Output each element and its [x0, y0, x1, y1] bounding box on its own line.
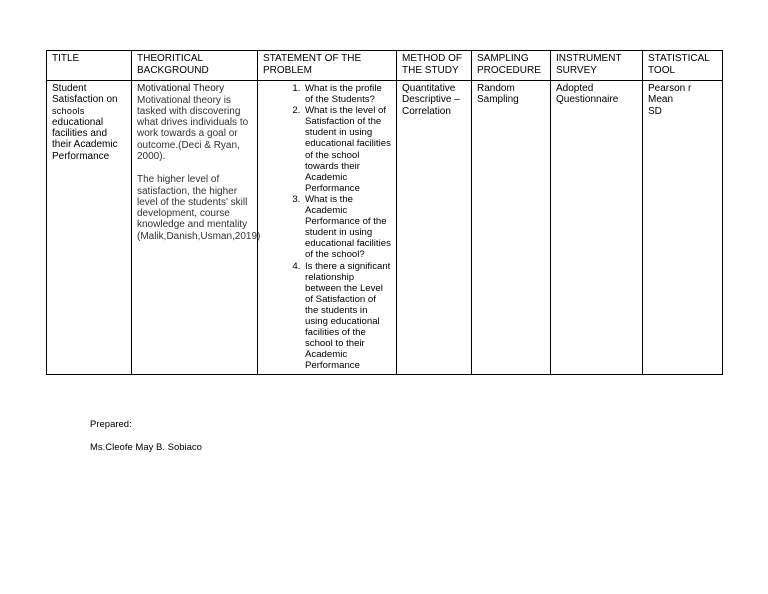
header-statement-of-problem: STATEMENT OF THE PROBLEM — [258, 51, 397, 81]
tool-item: Pearson r — [648, 83, 692, 94]
prepared-label: Prepared: — [90, 419, 132, 430]
tool-item: SD — [648, 105, 662, 117]
preparer-name: Ms.Cleofe May B. Sobiaco — [90, 442, 202, 453]
background-heading: Motivational Theory — [137, 83, 225, 94]
content-row — [47, 81, 723, 375]
header-row — [47, 51, 723, 81]
cell-method-of-study: Quantitative Descriptive – Correlation — [397, 81, 472, 375]
cell-title — [47, 81, 132, 375]
tool-item: Mean — [648, 94, 674, 106]
background-paragraph-2: The higher level of satisfaction, the higher level of the students' skill development, course knowledge and mentality (Malik,Danish,Usman,2019) — [137, 174, 261, 242]
title-text-part2: schools — [52, 105, 85, 116]
research-framework-table — [46, 50, 723, 375]
problem-item: 2. What is the level of Satisfaction of the student in using educational facilities of the school towards their Academic Performance — [303, 105, 391, 194]
problem-list — [263, 83, 391, 371]
cell-theoretical-background — [132, 81, 261, 375]
cell-statistical-tool — [643, 81, 723, 375]
problem-item: 3. What is the Academic Performance of the student in using educational facilities of the school? — [303, 194, 391, 261]
title-text-part1: Student Satisfaction on — [52, 83, 118, 106]
header-theoretical-background: THEORITICAL BACKGROUND — [132, 51, 258, 81]
cell-sampling-procedure: Random Sampling — [472, 81, 551, 375]
header-instrument-survey: INSTRUMENT SURVEY — [551, 51, 643, 81]
header-title: TITLE — [47, 51, 132, 81]
cell-statement-of-problem — [258, 81, 397, 375]
header-statistical-tool: STATISTICAL TOOL — [643, 51, 723, 81]
header-method-of-study: METHOD OF THE STUDY — [397, 51, 472, 81]
problem-item: 1. What is the profile of the Students? — [303, 83, 391, 105]
background-paragraph-1: Motivational theory is tasked with discovering what drives individuals to work towards a goal or outcome.(Deci & Ryan, 2000). — [137, 94, 249, 162]
header-sampling-procedure: SAMPLING PROCEDURE — [472, 51, 551, 81]
cell-instrument-survey: Adopted Questionnaire — [551, 81, 643, 375]
problem-item: 4. Is there a significant relationship between the Level of Satisfaction of the students in using educational facilities of the school to their Academic Performance — [303, 261, 391, 372]
title-text-part3: educational facilities and their Academic Performance — [52, 116, 118, 162]
